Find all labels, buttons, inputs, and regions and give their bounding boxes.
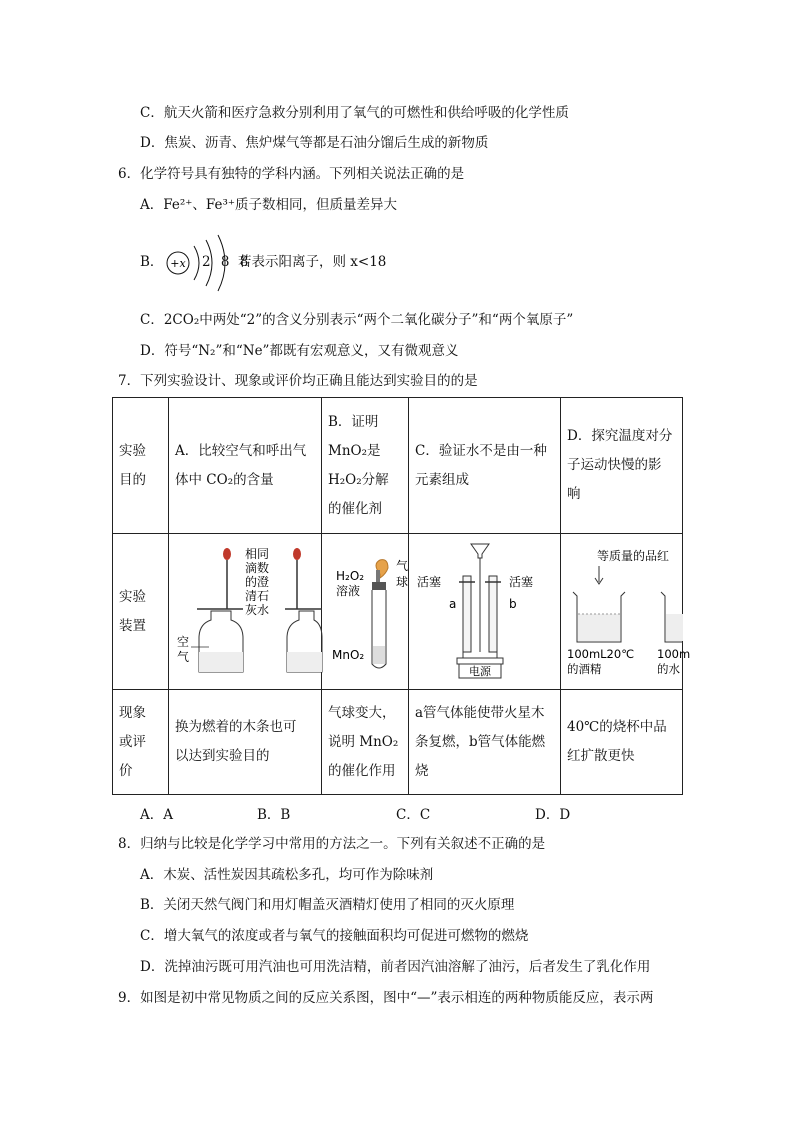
label-h2o2: H₂O₂ (336, 569, 365, 583)
q8-option-c: C．增大氧气的浓度或者与氧气的接触面积均可促进可燃物的燃烧 (140, 928, 529, 944)
q8-option-d: D．洗掉油污既可用汽油也可用洗洁精，前者因汽油溶解了油污，后者发生了乳化作用 (140, 959, 651, 975)
q6-option-b-text: 若表示阳离子，则 x<18 (238, 254, 387, 270)
q8-stem: 8．归纳与比较是化学学习中常用的方法之一。下列有关叙述不正确的是 (118, 836, 546, 852)
q5-option-d: D．焦炭、沥青、焦炉煤气等都是石油分馏后生成的新物质 (140, 135, 489, 151)
apparatus-a (169, 534, 322, 690)
q6-stem: 6．化学符号具有独特的学科内涵。下列相关说法正确的是 (118, 166, 465, 182)
evaluation-c: a管气体能使带火星木 条复燃，b管气体能燃 烧 (409, 690, 561, 795)
table-row-evaluation (113, 690, 683, 795)
table-row-apparatus (113, 534, 683, 690)
label-mno2: MnO₂ (332, 648, 365, 662)
row-header-purpose: 实验 目的 (113, 398, 169, 534)
svg-text:滴数: 滴数 (245, 561, 270, 575)
row-header-evaluation: 现象 或评 价 (113, 690, 169, 795)
q7-stem: 7．下列实验设计、现象或评价均正确且能达到实验目的的是 (118, 373, 478, 389)
evaluation-d: 40℃的烧杯中品 红扩散更快 (561, 690, 683, 795)
label-power: 电源 (469, 665, 491, 678)
purpose-b: B．证明 MnO₂是 H₂O₂分解 的催化剂 (322, 398, 409, 534)
q6-option-d: D．符号“N₂”和“Ne”都既有宏观意义，又有微观意义 (140, 343, 459, 359)
nucleus-charge: +x (170, 257, 186, 270)
q8-option-b: B．关闭天然气阀门和用灯帽盖灭酒精灯使用了相同的灭火原理 (140, 897, 515, 913)
apparatus-c (409, 534, 561, 690)
label-balloon: 气 (396, 559, 409, 573)
svg-text:球: 球 (396, 575, 409, 589)
q6-option-b-label: B． (140, 254, 164, 270)
table-row-purpose (113, 398, 683, 534)
diffusion-beakers-diagram (561, 534, 691, 689)
experiment-table (112, 397, 691, 795)
purpose-a: A．比较空气和呼出气 体中 CO₂的含量 (169, 398, 322, 534)
svg-text:灰水: 灰水 (245, 603, 270, 617)
label-same-drops: 相同 (245, 547, 270, 561)
label-tube-b: b (509, 597, 517, 611)
catalyst-tube-diagram (322, 534, 409, 689)
label-stopcock-right: 活塞 (509, 575, 534, 589)
answer-d: D．D (535, 807, 571, 823)
svg-text:气: 气 (177, 650, 190, 664)
svg-text:的澄: 的澄 (245, 575, 270, 589)
svg-text:清石: 清石 (245, 589, 270, 603)
evaluation-a: 换为燃着的木条也可 以达到实验目的 (169, 690, 322, 795)
q6-option-c: C．2CO₂中两处“2”的含义分别表示“两个二氧化碳分子”和“两个氧原子” (140, 312, 574, 328)
q6-option-a: A．Fe²⁺、Fe³⁺质子数相同，但质量差异大 (140, 197, 398, 213)
label-cup2: 100m (657, 647, 691, 661)
q8-option-a: A．木炭、活性炭因其疏松多孔，均可作为除味剂 (140, 867, 434, 883)
svg-text:的酒精: 的酒精 (567, 662, 602, 676)
answer-b: B．B (257, 807, 291, 823)
limewater-bottles-diagram (169, 534, 322, 689)
label-tube-a: a (449, 597, 457, 611)
q5-option-c: C．航天火箭和医疗急救分别利用了氧气的可燃性和供给呼吸的化学性质 (140, 105, 569, 121)
purpose-d: D．探究温度对分 子运动快慢的影 响 (561, 398, 683, 534)
svg-text:的水: 的水 (657, 662, 680, 676)
row-header-apparatus: 实验 装置 (113, 534, 169, 690)
label-stopcock-left: 活塞 (417, 575, 442, 589)
q9-stem: 9．如图是初中常见物质之间的反应关系图，图中“—”表示相连的两种物质能反应，表示两 (118, 990, 654, 1006)
answer-a: A．A (140, 807, 173, 823)
apparatus-d (561, 534, 691, 690)
q6-option-b-shells: 2 8 8 (202, 254, 252, 270)
answer-c: C．C (396, 807, 431, 823)
purpose-c: C．验证水不是由一种 元素组成 (409, 398, 561, 534)
apparatus-b (322, 534, 409, 690)
label-cup1: 100mL20℃ (567, 647, 635, 661)
evaluation-b: 气球变大， 说明 MnO₂ 的催化作用 (322, 690, 409, 795)
svg-text:溶液: 溶液 (336, 584, 361, 598)
label-air: 空 (177, 635, 190, 649)
electrolysis-diagram (409, 534, 561, 689)
label-dye: 等质量的品红 (597, 549, 670, 563)
